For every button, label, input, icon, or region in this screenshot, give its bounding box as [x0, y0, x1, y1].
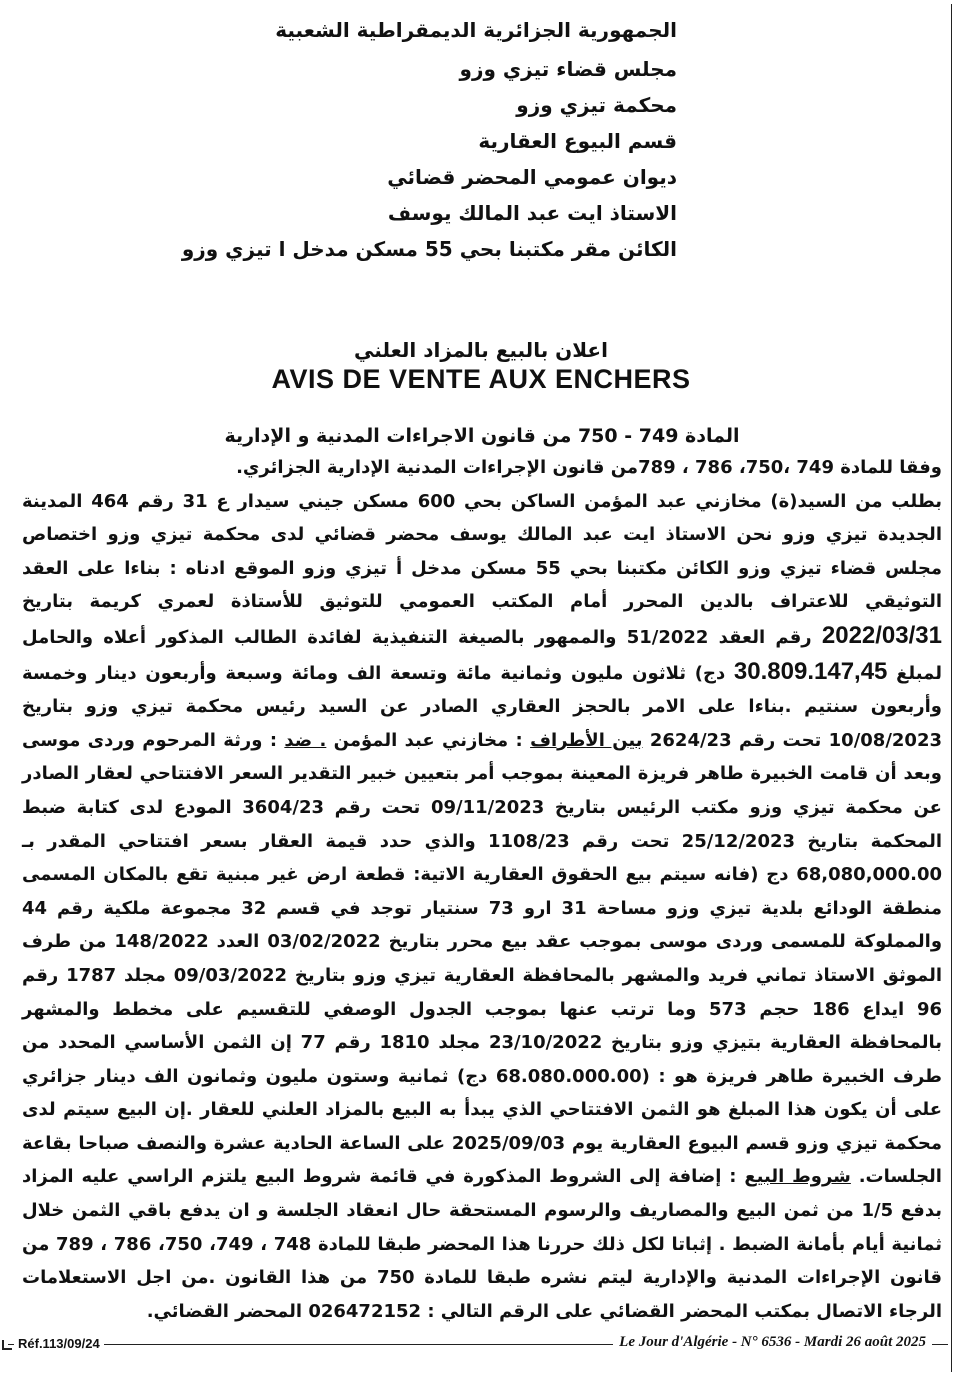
council-name: مجلس قضاء تيزي وزو: [459, 57, 677, 81]
reference-number: Réf.113/09/24: [14, 1336, 104, 1351]
country-name: الجمهورية الجزائرية الديمقراطية الشعبية: [275, 18, 677, 42]
notice-main-text: [22, 485, 942, 1329]
section-name: قسم البيوع العقارية: [478, 129, 677, 153]
legal-articles: المادة 749 - 750 من قانون الاجراءات المدنية و الإدارية: [224, 425, 740, 447]
notice-body: [22, 425, 942, 1328]
debt-amount: 30.809.147,45: [733, 657, 888, 685]
parties-label: بين الأطراف: [530, 729, 643, 751]
court-name: محكمة تيزي وزو: [516, 93, 677, 117]
bailiff-name: الاستاذ ايت عبد المالك يوسف: [387, 201, 677, 225]
office-name: ديوان عمومي المحضر قضائي: [387, 165, 677, 189]
text-segment: : ورثة المرحوم وردى موسى وبعد أن قامت الخبيرة طاهر فريزة المعينة بموجب أمر بتعيين خبير التقدير السعر الافتتاحي لعقار الصادر عن محكمة تيزي وزو مكتب الرئيس بتاريخ 09/11/2023 تحت رقم 3604/23 المودع لدى كتابة ضبط المحكمة بتاريخ 25/12/2023 تحت رقم 1108/23 والذي حدد قيمة العقار بسعر افتتاحي المقدر بـ 68,080,000.00 دج (فانه سيتم بيع الحقوق العقارية الاتية: قطعة ارض غير مبنية تقع بالمكان المسمى منطقة الودائع بلدية تيزي وزو مساحة 31 ارو 73 سنتيار توجد في قسم 32 مجموعة ملكية رقم 44 والمملوكة للمسمى وردى موسى بموجب عقد بيع محرر بتاريخ 03/02/2022 العدد 148/2022 من طرف الموثق الاستاذ تماني فريد والمشهر بالمحافظة العقارية تيزي وزو بتاريخ 09/03/2022 مجلد 1787 رقم 96 ايداع 186 حجم 573 وما ترتب عنها بموجب الجدول الوصفي للتقسيم على مخطط والمشهر بالمحافظة العقارية بتيزي وزو بتاريخ 23/10/2022 مجلد 1810 رقم 77 إن الثمن الأساسي المحدد من طرف الخبيرة طاهر فريزة هو : (68.080.000.00 دج) ثمانية وستون مليون وثمانون الف دينار جزائري على أن يكون هذا المبلغ هو الثمن الافتتاحي الذي يبدأ به البيع بالمزاد العلني للعقار .إن البيع سيتم لدى محكمة تيزي وزو قسم البيوع العقارية يوم 2025/09/03 على الساعة الحادية عشرة والنصف صباحا بقاعة الجلسات.: [22, 729, 943, 1188]
notice-title-arabic: اعلان بالبيع بالمزاد العلني: [354, 338, 608, 362]
text-segment: دج) ثلاثون مليون وثمانية مائة وتسعة الف ومائة وسبعة وأربعون دينار وخمسة وأربعون سنتيم .بناءا على الامر بالحجز العقاري الصادر عن السيد رئيس محكمة تيزي وزو بتاريخ 10/08/2023 تحت رقم 2624/23: [22, 662, 942, 751]
text-segment: رقم العقد 51/2022 والممهور بالصيغة التنفيذية لفائدة الطالب المذكور أعلاه والحامل لمبلغ: [22, 626, 942, 684]
text-segment: بطلب من السيد(ة) مخازني عبد المؤمن الساكن بحي 600 مسكن جيني سيدار ع 31 رقم 464 المدينة الجديدة تيزي وزو نحن الاستاذ ايت عبد المالك يوسف محضر قضائي لدى محكمة تيزي وزو اختصاص مجلس قضاء تيزي وزو الكائن مكتبنا بحي 55 مسكن مدخل أ تيزي وزو الموقع ادناه : بناءا على العقد التوثيقي للاعتراف بالدين المحرر أمام المكتب العمومي للتوثيق للأستاذة لعمري كريمة بتاريخ: [22, 490, 942, 613]
publication-info: Le Jour d'Algérie - N° 6536 - Mardi 26 août 2025: [613, 1334, 932, 1351]
legal-basis: وفقا للمادة 749 ،750، 786 ، 789من قانون الإجراءات المدنية الإدارية الجزائري.: [236, 457, 942, 478]
office-address: الكائن مقر مكتبنا بحي 55 مسكن مدخل ا تيزي وزو: [181, 237, 677, 261]
page-footer: [0, 1330, 962, 1360]
corner-mark: [2, 1340, 12, 1350]
text-segment: : مخازني عبد المؤمن: [333, 729, 523, 751]
against-label: . ضد: [284, 729, 327, 751]
letterhead: [177, 18, 677, 272]
deed-date: 2022/03/31: [821, 621, 942, 649]
notice-title-french: AVIS DE VENTE AUX ENCHERS: [271, 364, 691, 394]
text-segment: : إضافة إلى الشروط المذكورة في قائمة شروط البيع يلتزم الراسي عليه المزاد بدفع 1/5 من ثمن البيع والمصاريف والرسوم المستحقة حال انعقاد الجلسة و ان يدفع باقي الثمن خلال ثمانية أيام بأمانة الضبط . إثباتا لكل ذلك حررنا هذا المحضر طبقا للمادة 748 ، 749، 750، 786 ، 789 من قانون الإجراءات المدنية والإدارية ليتم نشره طبقا للمادة 750 من هذا القانون .من اجل الاستعلامات الرجاء الاتصال بمكتب المحضر القضائي على الرقم التالي : 026472152 المحضر القضائي.: [22, 1166, 943, 1322]
conditions-label: شروط البيع: [744, 1166, 851, 1188]
